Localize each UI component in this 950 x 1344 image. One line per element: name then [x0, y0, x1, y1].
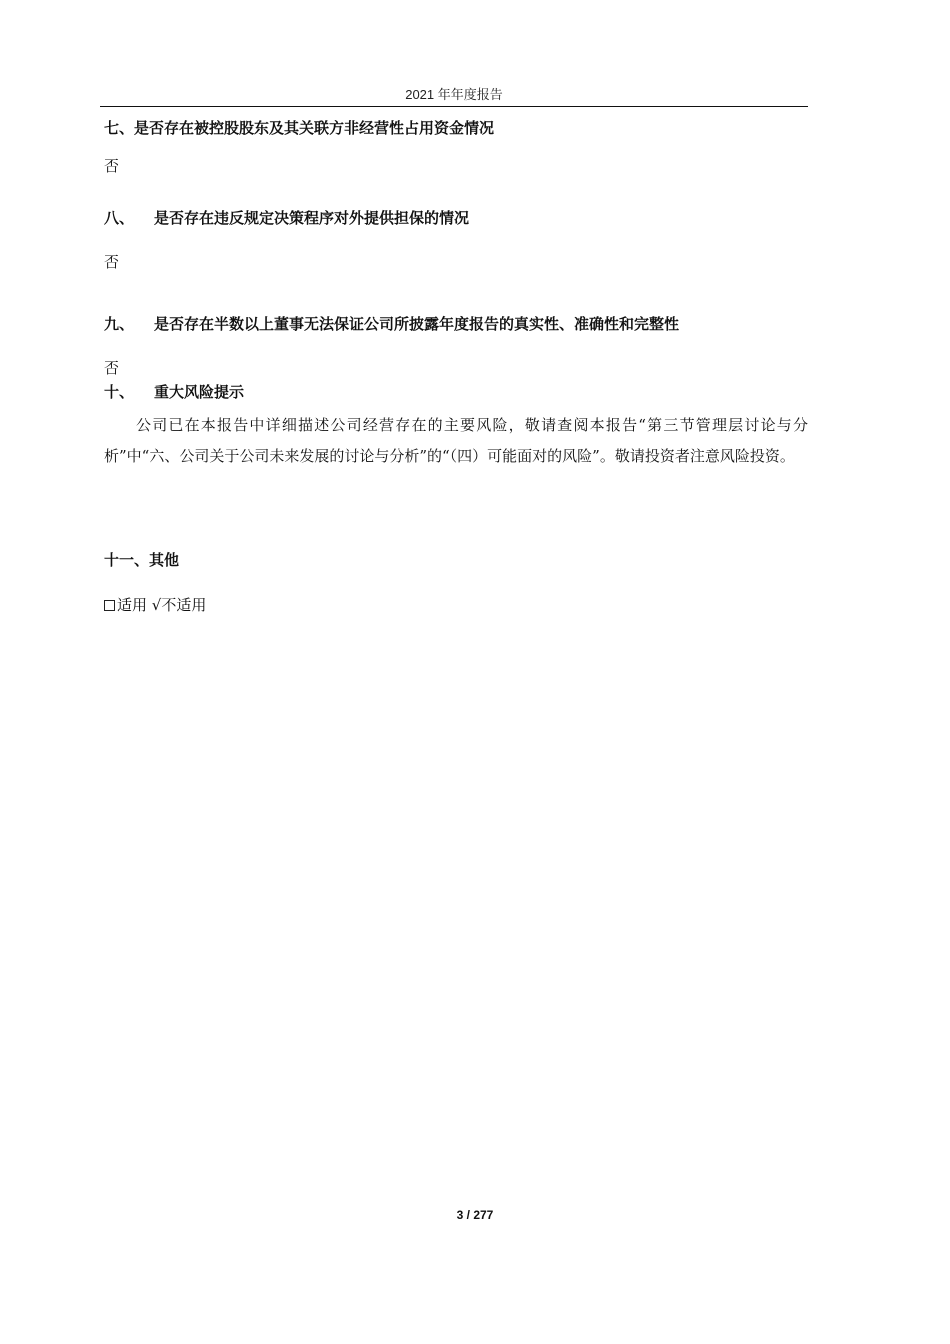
section-8-answer: 否: [104, 253, 120, 271]
empty-checkbox-icon: [104, 600, 115, 611]
section-11-heading: [104, 549, 179, 570]
section-7-heading: [104, 117, 494, 138]
option-not-applicable-label: 不适用: [161, 596, 207, 614]
section-8-title: 是否存在违反规定决策程序对外提供担保的情况: [154, 209, 470, 227]
section-11-number: 十一、: [104, 551, 150, 569]
section-10-paragraph: 公司已在本报告中详细描述公司经营存在的主要风险，敬请查阅本报告“第三节管理层讨论与分析”中“六、公司关于公司未来发展的讨论与分析”的“（四）可能面对的风险”。敬请投资者注意风险投资。: [104, 416, 808, 465]
applicability-options: [104, 594, 206, 615]
section-8-number: 八、: [104, 209, 135, 227]
header-divider: [100, 106, 808, 107]
section-7-number: 七、: [104, 119, 135, 137]
section-10-number: 十、: [104, 383, 135, 401]
section-9-number: 九、: [104, 315, 135, 333]
section-8-heading: [104, 207, 469, 228]
section-9-answer: 否: [104, 359, 120, 377]
section-11-title: 其他: [149, 551, 180, 569]
page-header-title: 2021 年年度报告: [405, 87, 503, 102]
section-9-title: 是否存在半数以上董事无法保证公司所披露年度报告的真实性、准确性和完整性: [154, 315, 680, 333]
section-9-heading: [104, 313, 679, 334]
section-10-title: 重大风险提示: [154, 383, 245, 401]
check-mark-icon: √: [151, 596, 162, 614]
option-applicable-label: 适用: [117, 596, 148, 614]
page-number: 3 / 277: [456, 1208, 494, 1222]
section-7-title: 是否存在被控股股东及其关联方非经营性占用资金情况: [134, 119, 495, 137]
section-10-heading: [104, 381, 244, 402]
section-7-answer: 否: [104, 157, 120, 175]
